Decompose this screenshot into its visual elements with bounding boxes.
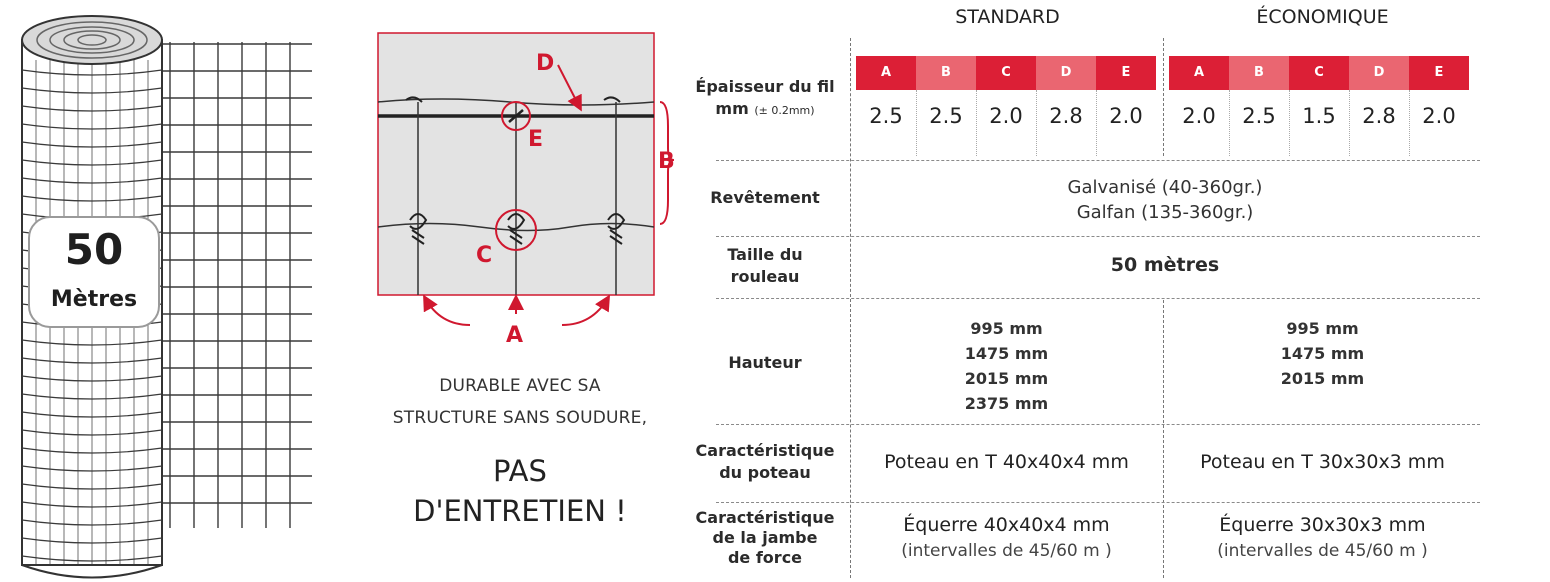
coating-value (850, 175, 1480, 225)
row-divider (716, 298, 1480, 299)
brace-economique-line2: (intervalles de 45/60 m ) (1217, 541, 1428, 561)
height-standard-2: 1475 mm (964, 344, 1049, 363)
thickness-standard-e: 2.0 (1109, 104, 1143, 128)
slogan-line-4: D'ENTRETIEN ! (413, 494, 627, 528)
row-label-epaisseur-unit: mm (715, 99, 749, 118)
row-label-jambe (680, 508, 850, 568)
height-standard-3: 2015 mm (964, 369, 1049, 388)
brace-spec-economique (1165, 512, 1480, 564)
brace-standard-line2: (intervalles de 45/60 m ) (901, 541, 1112, 561)
thickness-economique-d: 2.8 (1362, 104, 1396, 128)
row-label-epaisseur-line1: Épaisseur du fil (695, 77, 835, 96)
separator-standard-economique-bottom (1163, 300, 1164, 578)
separator-label-column (850, 38, 851, 578)
label-c: C (476, 243, 493, 268)
unrolled-mesh (162, 42, 312, 528)
roll-top (22, 16, 162, 64)
label-b: B (658, 149, 675, 174)
badge-number: 50 (64, 225, 124, 274)
label-d: D (536, 51, 555, 76)
row-divider (716, 424, 1480, 425)
height-economique-3: 2015 mm (1280, 369, 1365, 388)
arrow-a-left (425, 298, 470, 325)
row-divider (716, 236, 1480, 237)
letter-cell-standard-e: E (1096, 56, 1156, 90)
height-economique-2: 1475 mm (1280, 344, 1365, 363)
column-header-standard: STANDARD (955, 6, 1060, 28)
row-label-jambe-line3: de force (727, 548, 803, 567)
thickness-economique-c: 1.5 (1302, 104, 1336, 128)
letter-cell-standard-c: C (976, 56, 1036, 90)
brace-standard-line1: Équerre 40x40x4 mm (903, 514, 1110, 536)
row-divider (716, 502, 1480, 503)
letter-cell-standard-d: D (1036, 56, 1096, 90)
row-label-jambe-line1: Caractéristique (695, 508, 835, 527)
letter-cell-economique-e: E (1409, 56, 1469, 90)
letter-cell-economique-b: B (1229, 56, 1289, 90)
letter-cell-economique-a: A (1169, 56, 1229, 90)
height-list-economique (1165, 316, 1480, 391)
thickness-economique-a: 2.0 (1182, 104, 1216, 128)
row-label-poteau-line1: Caractéristique (695, 441, 835, 460)
height-economique-1: 995 mm (1286, 319, 1359, 338)
post-spec-economique: Poteau en T 30x30x3 mm (1200, 451, 1445, 473)
post-spec-standard: Poteau en T 40x40x4 mm (884, 451, 1129, 473)
height-standard-4: 2375 mm (964, 394, 1049, 413)
row-label-hauteur: Hauteur (728, 353, 802, 372)
thickness-standard-a: 2.5 (869, 104, 903, 128)
row-label-poteau-line2: du poteau (719, 463, 811, 482)
badge-unit: Mètres (50, 287, 138, 312)
roll-length-badge (28, 216, 160, 328)
row-label-taille (680, 244, 850, 288)
row-label-jambe-line2: de la jambe (712, 528, 818, 547)
thickness-standard-b: 2.5 (929, 104, 963, 128)
row-label-epaisseur (680, 76, 850, 122)
label-e: E (528, 127, 544, 152)
coating-line-2: Galfan (135-360gr.) (1076, 202, 1254, 223)
brace-spec-standard (850, 512, 1163, 564)
letter-cell-economique-c: C (1289, 56, 1349, 90)
row-divider (716, 160, 1480, 161)
letter-cell-economique-d: D (1349, 56, 1409, 90)
thickness-economique-b: 2.5 (1242, 104, 1276, 128)
coating-line-1: Galvanisé (40-360gr.) (1067, 177, 1263, 198)
row-label-revetement: Revêtement (710, 188, 820, 207)
arrow-a-right (562, 298, 608, 325)
slogan-line-2: STRUCTURE SANS SOUDURE, (392, 408, 648, 428)
letter-cell-standard-b: B (916, 56, 976, 90)
row-label-taille-line1: Taille du (727, 245, 803, 264)
wire-knot-diagram (370, 30, 690, 350)
brace-economique-line1: Équerre 30x30x3 mm (1219, 514, 1426, 536)
separator-standard-economique-top (1163, 38, 1164, 156)
label-a: A (506, 323, 524, 348)
row-label-taille-line2: rouleau (730, 267, 800, 286)
roll-size-value: 50 mètres (1110, 254, 1220, 276)
thickness-economique-e: 2.0 (1422, 104, 1456, 128)
row-label-poteau (680, 440, 850, 484)
thickness-standard-c: 2.0 (989, 104, 1023, 128)
slogan-line-1: DURABLE AVEC SA (439, 376, 601, 396)
thickness-standard-d: 2.8 (1049, 104, 1083, 128)
row-label-epaisseur-note: (± 0.2mm) (754, 104, 815, 117)
slogan-line-3: PAS (493, 454, 547, 488)
height-standard-1: 995 mm (970, 319, 1043, 338)
letter-cell-standard-a: A (856, 56, 916, 90)
column-header-economique: ÉCONOMIQUE (1256, 6, 1389, 28)
height-list-standard (850, 316, 1163, 416)
